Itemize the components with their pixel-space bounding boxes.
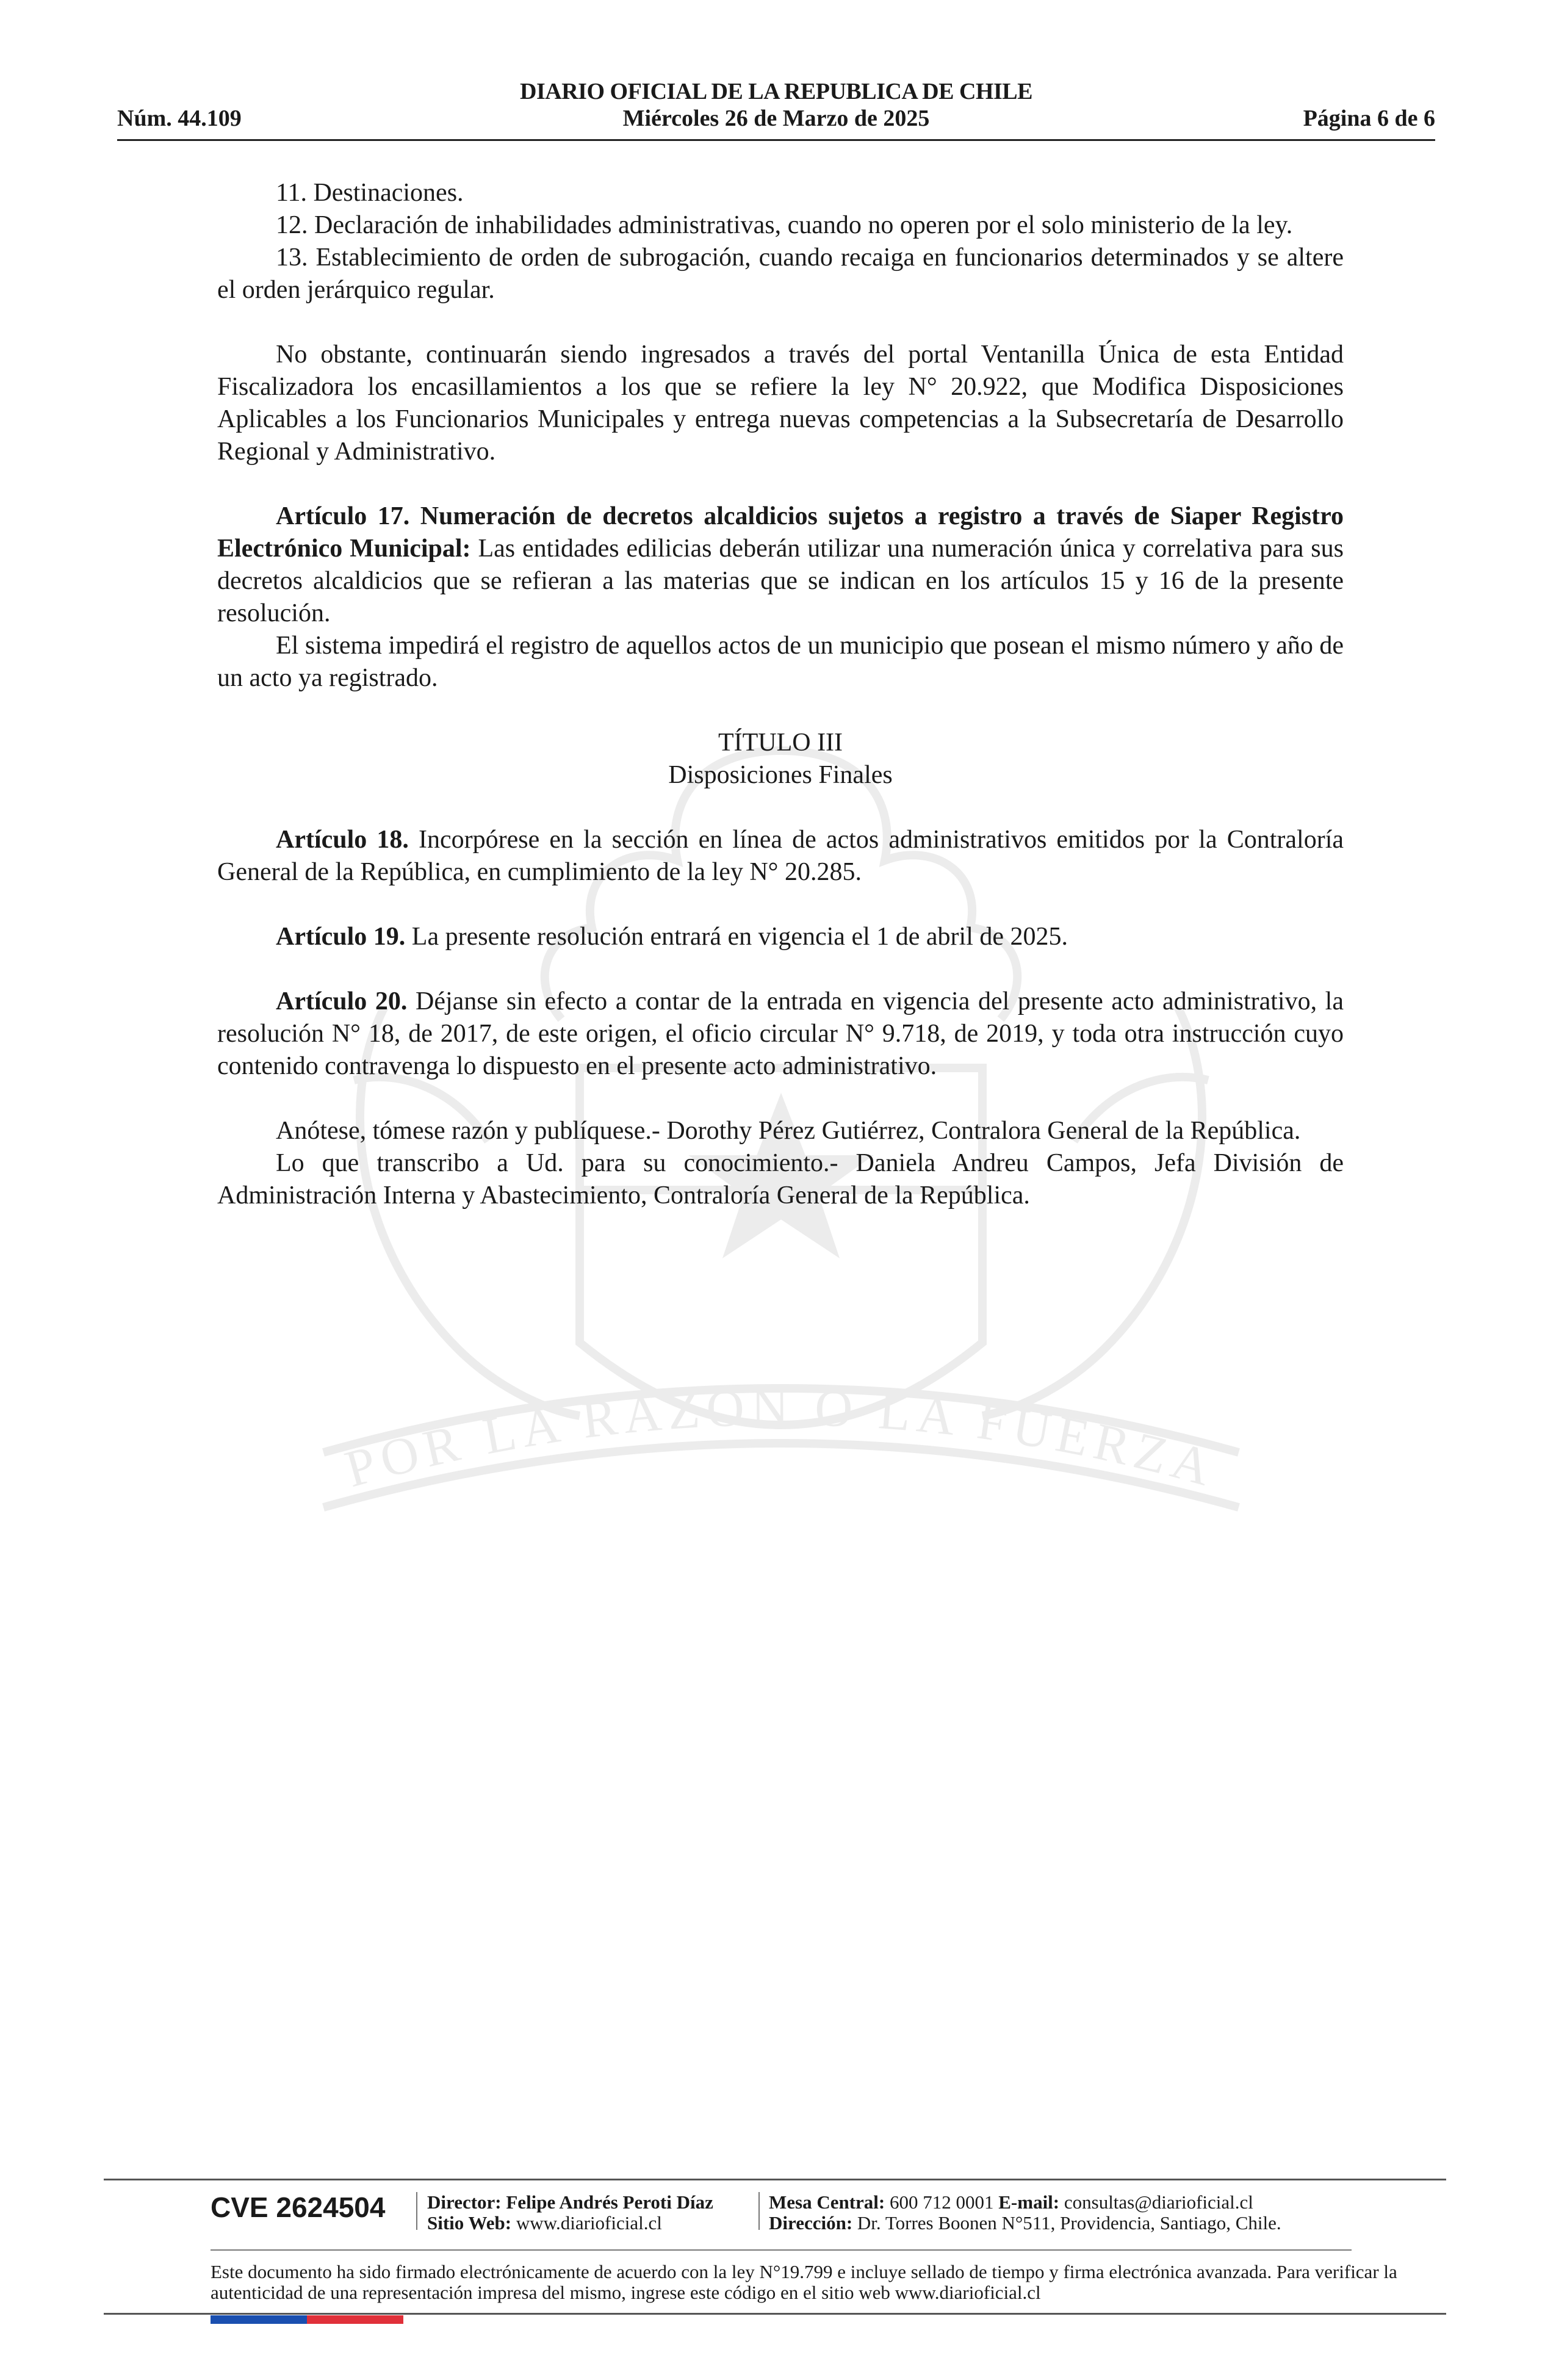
cve-code: CVE 2624504 — [211, 2191, 386, 2223]
article-17-paragraph-2: El sistema impedirá el registro de aquellos actos de un municipio que posean el mismo número y año de un acto ya registrado. — [217, 632, 1344, 692]
footer-contact-block — [769, 2192, 1281, 2234]
list-item: 13. Establecimiento de orden de subrogación, cuando recaiga en funcionarios determinados y se altere el orden jerárquico regular. — [217, 243, 1344, 304]
website-label: Sitio Web: — [427, 2212, 512, 2234]
footer-separator — [758, 2192, 760, 2230]
list-item: 12. Declaración de inhabilidades administrativas, cuando no operen por el solo ministerio de la ley. — [276, 211, 1293, 239]
footer-separator — [416, 2192, 417, 2230]
title-subheading: Disposiciones Finales — [668, 761, 893, 789]
footer-divider — [104, 2313, 1446, 2315]
email-label: E-mail: — [998, 2191, 1060, 2213]
article-18-text: Incorpórese en la sección en línea de actos administrativos emitidos por la Contraloría General de la República, en cumplimiento de la ley N° 20.285. — [217, 826, 1344, 886]
signature-note: Este documento ha sido firmado electrónicamente de acuerdo con la ley N°19.799 e incluye sellado de tiempo y firma electrónica avanzada. Para verificar la autenticidad de una representación impresa del mismo, ingrese este código en el sitio web www.diarioficial.cl — [211, 2261, 1397, 2303]
page-footer — [104, 2179, 1446, 2325]
header-divider — [117, 139, 1435, 141]
page-header — [117, 78, 1435, 145]
director-label: Director: — [427, 2191, 502, 2213]
issue-number: Núm. 44.109 — [117, 106, 242, 131]
footer-divider — [104, 2179, 1446, 2180]
flag-stripe-red — [307, 2315, 403, 2324]
document-body — [217, 177, 1344, 1212]
phone-number: 600 712 0001 — [890, 2191, 994, 2213]
issue-date: Miércoles 26 de Marzo de 2025 — [622, 106, 930, 131]
article-17-heading: Artículo 17. Numeración de decretos alcaldicios sujetos a registro a través de Siaper Registro Electrónico Municipal: — [217, 502, 1344, 563]
article-17-text: Las entidades edilicias deberán utilizar una numeración única y correlativa para sus decretos alcaldicios que se refieran a las materias que se indican en los artículos 15 y 16 de la presente resolución. — [217, 535, 1344, 627]
address-value: Dr. Torres Boonen N°511, Providencia, Santiago, Chile. — [857, 2212, 1281, 2234]
article-20 — [217, 986, 1344, 1083]
transcription-note: Lo que transcribo a Ud. para su conocimiento.- Daniela Andreu Campos, Jefa División de Administración Interna y Abastecimiento, Contraloría General de la República. — [217, 1149, 1344, 1210]
article-20-text: Déjanse sin efecto a contar de la entrada en vigencia del presente acto administrativo, la resolución N° 18, de 2017, de este origen, el oficio circular N° 9.718, de 2019, y toda otra instrucción cuyo contenido contravenga lo dispuesto en el presente acto administrativo. — [217, 987, 1344, 1080]
article-19-heading: Artículo 19. — [276, 923, 406, 951]
newspaper-title: DIARIO OFICIAL DE LA REPUBLICA DE CHILE — [520, 79, 1032, 104]
footer-divider — [211, 2249, 1352, 2251]
motto-text: POR LA RAZON O LA FUERZA — [339, 1377, 1223, 1499]
footer-director-block — [427, 2192, 713, 2234]
flag-stripe-blue — [211, 2315, 307, 2324]
director-name: Felipe Andrés Peroti Díaz — [506, 2191, 713, 2213]
page-number: Página 6 de 6 — [1303, 106, 1435, 131]
article-19 — [217, 921, 1344, 953]
address-label: Dirección: — [769, 2212, 853, 2234]
article-19-text: La presente resolución entrará en vigencia el 1 de abril de 2025. — [405, 923, 1068, 951]
article-18 — [217, 824, 1344, 889]
list-item: 11. Destinaciones. — [276, 179, 464, 207]
article-18-heading: Artículo 18. — [276, 826, 409, 854]
website-link[interactable]: www.diarioficial.cl — [516, 2212, 662, 2234]
article-17 — [217, 500, 1344, 630]
closing-signature: Anótese, tómese razón y publíquese.- Dorothy Pérez Gutiérrez, Contralora General de la República. — [276, 1117, 1301, 1145]
phone-label: Mesa Central: — [769, 2191, 885, 2213]
email-link[interactable]: consultas@diarioficial.cl — [1064, 2191, 1253, 2213]
title-heading: TÍTULO III — [718, 729, 843, 757]
paragraph-no-obstante: No obstante, continuarán siendo ingresados a través del portal Ventanilla Única de esta Entidad Fiscalizadora los encasillamientos a los que se refiere la ley N° 20.922, que Modifica Disposiciones Aplicables a los Funcionarios Municipales y entrega nuevas competencias a la Subsecretaría de Desarrollo Regional y Administrativo. — [217, 341, 1344, 466]
article-20-heading: Artículo 20. — [276, 987, 408, 1015]
